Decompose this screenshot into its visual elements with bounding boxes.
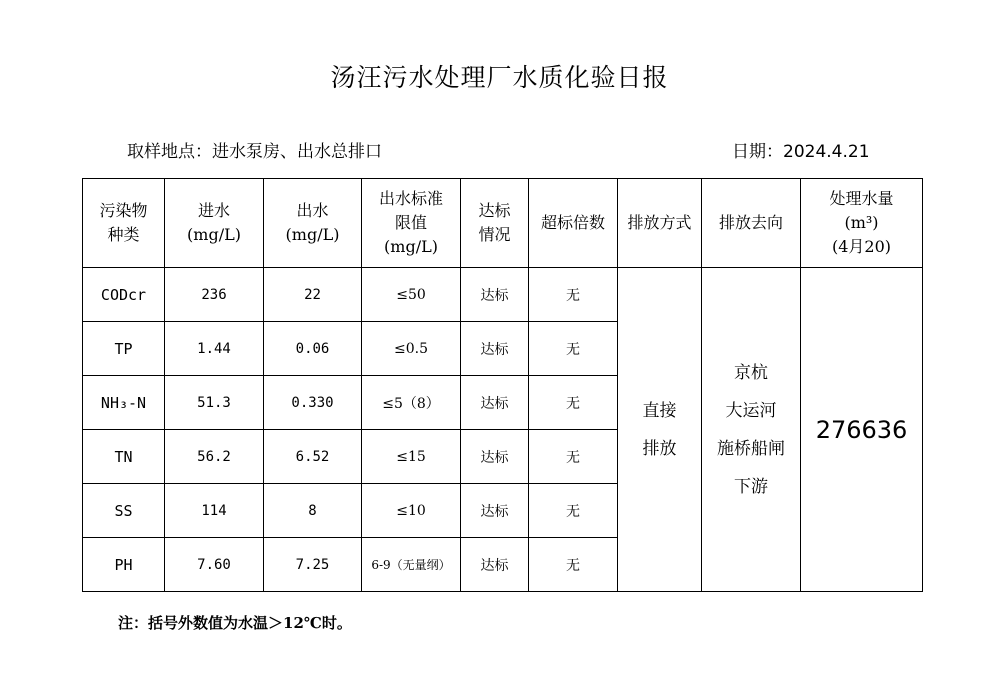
inflow-value: 56.2 [165,430,264,484]
limit-value: ≤10 [362,484,461,538]
compliance-status: 达标 [461,268,529,322]
compliance-status: 达标 [461,322,529,376]
header-outflow: 出水 (mg/L) [264,179,362,268]
table-row [83,268,923,322]
footnote: 注：括号外数值为水温＞12℃时。 [118,614,352,632]
inflow-value: 114 [165,484,264,538]
exceed-value: 无 [529,430,618,484]
inflow-value: 1.44 [165,322,264,376]
discharge-destination-cell: 京杭 大运河 施桥船闸 下游 [702,268,801,592]
treated-volume-value: 276636 [801,268,923,592]
outflow-value: 0.330 [264,376,362,430]
outflow-value: 7.25 [264,538,362,592]
limit-value: ≤15 [362,430,461,484]
limit-value: 6-9（无量纲） [362,538,461,592]
compliance-status: 达标 [461,538,529,592]
header-row [83,179,923,268]
exceed-value: 无 [529,538,618,592]
header-discharge-dest: 排放去向 [702,179,801,268]
discharge-method-cell: 直接 排放 [618,268,702,592]
exceed-value: 无 [529,268,618,322]
header-discharge-method: 排放方式 [618,179,702,268]
pollutant-name: PH [83,538,165,592]
outflow-value: 0.06 [264,322,362,376]
exceed-value: 无 [529,484,618,538]
water-quality-table [82,178,923,592]
limit-value: ≤50 [362,268,461,322]
sampling-location: 取样地点：进水泵房、出水总排口 [127,142,382,162]
pollutant-name: TN [83,430,165,484]
limit-value: ≤0.5 [362,322,461,376]
limit-value: ≤5（8） [362,376,461,430]
header-inflow: 进水 (mg/L) [165,179,264,268]
pollutant-name: TP [83,322,165,376]
outflow-value: 8 [264,484,362,538]
inflow-value: 51.3 [165,376,264,430]
compliance-status: 达标 [461,430,529,484]
compliance-status: 达标 [461,484,529,538]
header-exceed: 超标倍数 [529,179,618,268]
exceed-value: 无 [529,322,618,376]
pollutant-name: CODcr [83,268,165,322]
header-limit: 出水标准 限值 (mg/L) [362,179,461,268]
inflow-value: 236 [165,268,264,322]
exceed-value: 无 [529,376,618,430]
compliance-status: 达标 [461,376,529,430]
pollutant-name: NH₃-N [83,376,165,430]
pollutant-name: SS [83,484,165,538]
header-pollutant: 污染物 种类 [83,179,165,268]
outflow-value: 6.52 [264,430,362,484]
report-date: 日期：2024.4.21 [732,142,870,162]
outflow-value: 22 [264,268,362,322]
header-volume: 处理水量 (m³) (4月20) [801,179,923,268]
report-title: 汤汪污水处理厂水质化验日报 [330,63,669,92]
inflow-value: 7.60 [165,538,264,592]
header-compliance: 达标 情况 [461,179,529,268]
